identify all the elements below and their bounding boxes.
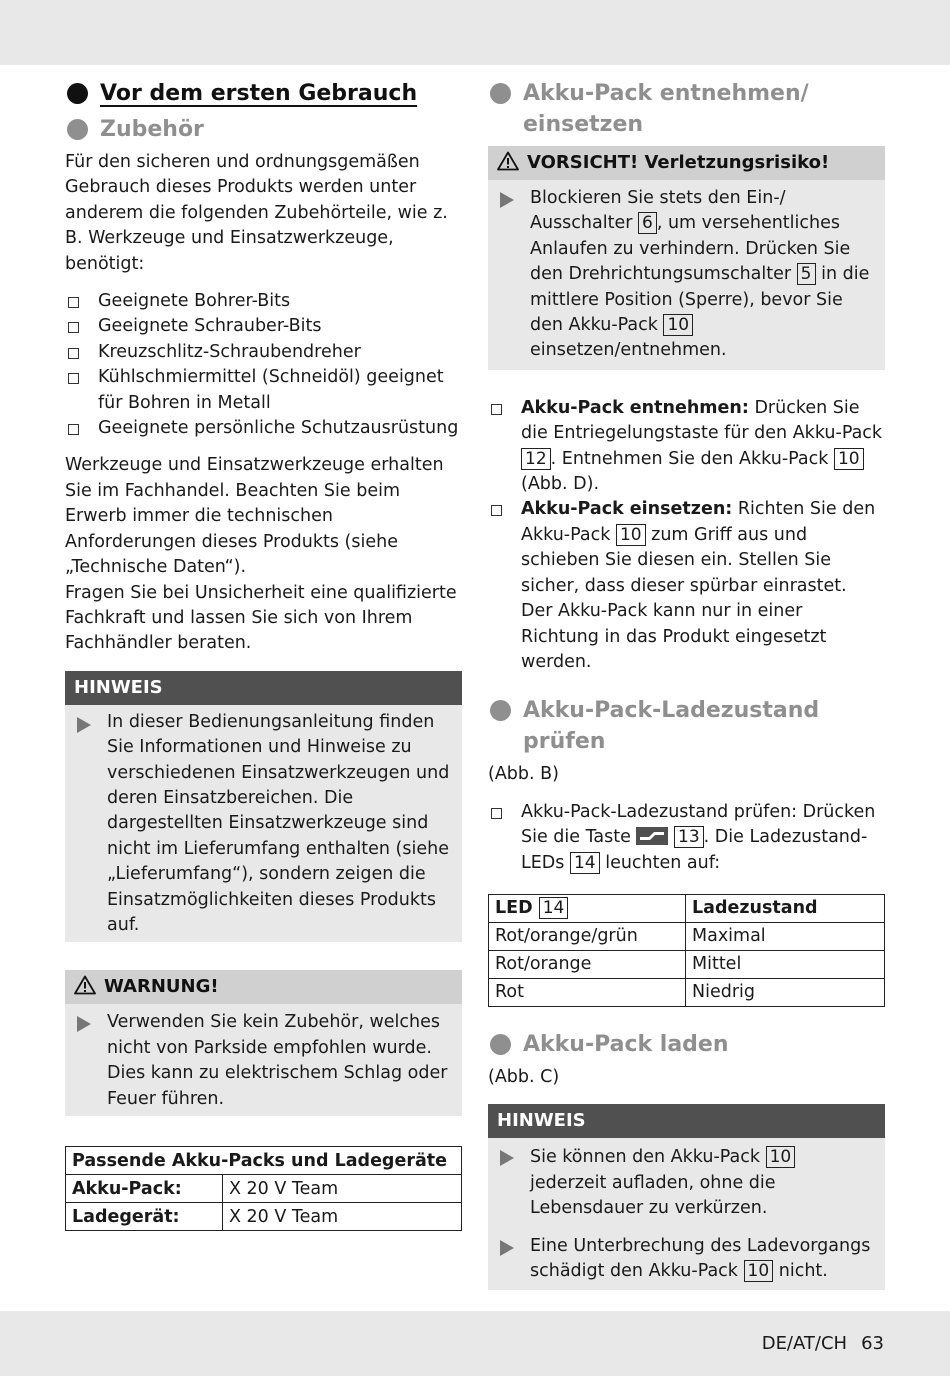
warning-triangle-icon: [74, 975, 96, 995]
hinweis-item: In dieser Bedienungsanleitung finden Sie Informationen und Hinweise zu verschiedenen Einsatzwerkzeugen und deren Einsatzbereichen. Die dargestellten Einsatzwerkzeuge sind nicht im Lieferumfang enthalten (siehe „Lieferumfang“), sondern zeigen die Einsatzmöglichkeiten dieses Produkts auf.: [65, 705, 462, 943]
table-row: Akku-Pack: X 20 V Team: [66, 1175, 462, 1203]
abb-b: (Abb. B): [488, 764, 559, 785]
heading-akku-entnehmen: Akku-Pack entnehmen/ einsetzen: [488, 78, 885, 140]
heading-vor-dem-ersten-gebrauch: Vor dem ersten Gebrauch: [65, 78, 462, 109]
list-item: Geeignete persönliche Schutzausrüstung: [65, 416, 462, 441]
part-number: 13: [674, 826, 704, 848]
list-item: Akku-Pack entnehmen: Drücken Sie die Entriegelungstaste für den Akku-Pack 12 . Entnehmen Sie den Akku-Pack 10 (Abb. D).: [488, 396, 885, 498]
hinweis-item: Eine Unterbrechung des Ladevorgangs schädigt den Akku-Pack 10 nicht.: [488, 1228, 885, 1291]
part-number: 14: [539, 897, 569, 919]
table-row: Ladegerät: X 20 V Team: [66, 1203, 462, 1231]
hinweis-title: HINWEIS: [65, 671, 462, 705]
table-header-row: LED 14 Ladezustand: [489, 894, 885, 922]
warnung-box: [65, 970, 462, 1116]
akku-table-header: Passende Akku-Packs und Ladegeräte: [66, 1147, 462, 1175]
bullet-dot-icon: [67, 119, 88, 140]
part-number: 10: [766, 1146, 796, 1168]
vorsicht-item: Blockieren Sie stets den Ein-/ Ausschalter 6 , um versehentliches Anlaufen zu verhindern. Drücken Sie den Drehrichtungsumschalter 5 in die mittlere Position (Sperre), bevor Sie den Akku-Pack 10 einsetzen/entnehmen.: [488, 180, 885, 370]
checkbox-square-icon: [68, 322, 79, 333]
ladezustand-list: [488, 800, 885, 876]
list-item: Kreuzschlitz-Schraubendreher: [65, 340, 462, 365]
part-number: 6: [638, 212, 657, 234]
list-item: Geeignete Schrauber-Bits: [65, 314, 462, 339]
heading-akku-laden: Akku-Pack laden: [488, 1029, 885, 1060]
part-number: 14: [570, 852, 600, 874]
part-number: 10: [744, 1260, 774, 1282]
part-number: 10: [616, 524, 646, 546]
table-row: Rot/orange/grün Maximal: [489, 922, 885, 950]
hinweis-item: Sie können den Akku-Pack 10 jederzeit aufladen, ohne die Lebensdauer zu verkürzen.: [488, 1138, 885, 1227]
accessory-list: [65, 289, 462, 441]
checkbox-square-icon: [68, 348, 79, 359]
vorsicht-box: [488, 146, 885, 370]
hinweis-box: [65, 671, 462, 943]
top-bar: [0, 0, 950, 65]
warnung-title: WARNUNG!: [65, 970, 462, 1004]
intro-paragraph: Für den sicheren und ordnungsgemäßen Gebrauch dieses Produkts werden unter anderem die folgenden Zubehörteile, wie z. B. Werkzeuge und Einsatzwerkzeuge, benötigt:: [65, 152, 448, 274]
vorsicht-title: VORSICHT! Verletzungsrisiko!: [488, 146, 885, 180]
checkbox-square-icon: [491, 505, 502, 516]
checkbox-square-icon: [68, 297, 79, 308]
table-row: Rot Niedrig: [489, 978, 885, 1006]
bullet-dot-icon: [490, 700, 511, 721]
list-item: Kühlschmiermittel (Schneidöl) geeignet für Bohren in Metall: [65, 365, 462, 416]
led-table: [488, 894, 885, 1007]
page-number: 63: [861, 1333, 884, 1354]
heading-ladezustand: Akku-Pack-Ladezustand prüfen: [488, 695, 885, 757]
triangle-bullet-icon: [77, 717, 91, 733]
part-number: 12: [521, 448, 551, 470]
akku-steps-list: [488, 396, 885, 675]
checkbox-square-icon: [68, 373, 79, 384]
hinweis-laden-box: [488, 1104, 885, 1290]
footer-region: DE/AT/CH: [761, 1333, 848, 1354]
list-item: Geeignete Bohrer-Bits: [65, 289, 462, 314]
list-item: Akku-Pack-Ladezustand prüfen: Drücken Sie die Taste 13 . Die Ladezustand-LEDs 14 leuchten auf:: [488, 800, 885, 876]
right-column: [488, 78, 885, 1290]
abb-c: (Abb. C): [488, 1066, 560, 1087]
triangle-bullet-icon: [500, 1240, 514, 1256]
warning-triangle-icon: [497, 151, 519, 171]
triangle-bullet-icon: [500, 192, 514, 208]
checkbox-square-icon: [68, 424, 79, 435]
paragraph-fachkraft: Fragen Sie bei Unsicherheit eine qualifizierte Fachkraft und lassen Sie sich von Ihrem Fachhändler beraten.: [65, 582, 457, 654]
paragraph-fachhandel: Werkzeuge und Einsatzwerkzeuge erhalten Sie im Fachhandel. Beachten Sie beim Erwerb immer die technischen Anforderungen dieses Produkts (siehe „Technische Daten“).: [65, 455, 444, 578]
warnung-item: Verwenden Sie kein Zubehör, welches nicht von Parkside empfohlen wurde. Dies kann zu elektrischem Schlag oder Feuer führen.: [65, 1004, 462, 1116]
part-number: 10: [663, 314, 693, 336]
heading-zubehoer: Zubehör: [65, 114, 462, 145]
battery-status-button-icon: [636, 827, 668, 845]
page-footer: [762, 1333, 884, 1354]
triangle-bullet-icon: [500, 1150, 514, 1166]
bullet-dot-icon: [490, 83, 511, 104]
part-number: 10: [834, 448, 864, 470]
triangle-bullet-icon: [77, 1016, 91, 1032]
hinweis-title: HINWEIS: [488, 1104, 885, 1138]
akku-table: [65, 1146, 462, 1231]
part-number: 5: [797, 263, 816, 285]
list-item: Akku-Pack einsetzen: Richten Sie den Akku-Pack 10 zum Griff aus und schieben Sie diesen ein. Stellen Sie sicher, dass dieser spürbar einrastet. Der Akku-Pack kann nur in einer Richtung in das Produkt eingesetzt werden.: [488, 497, 885, 675]
bullet-dot-icon: [490, 1034, 511, 1055]
checkbox-square-icon: [491, 808, 502, 819]
left-column: [65, 78, 462, 1231]
checkbox-square-icon: [491, 404, 502, 415]
table-row: Rot/orange Mittel: [489, 950, 885, 978]
bullet-dot-icon: [67, 83, 88, 104]
